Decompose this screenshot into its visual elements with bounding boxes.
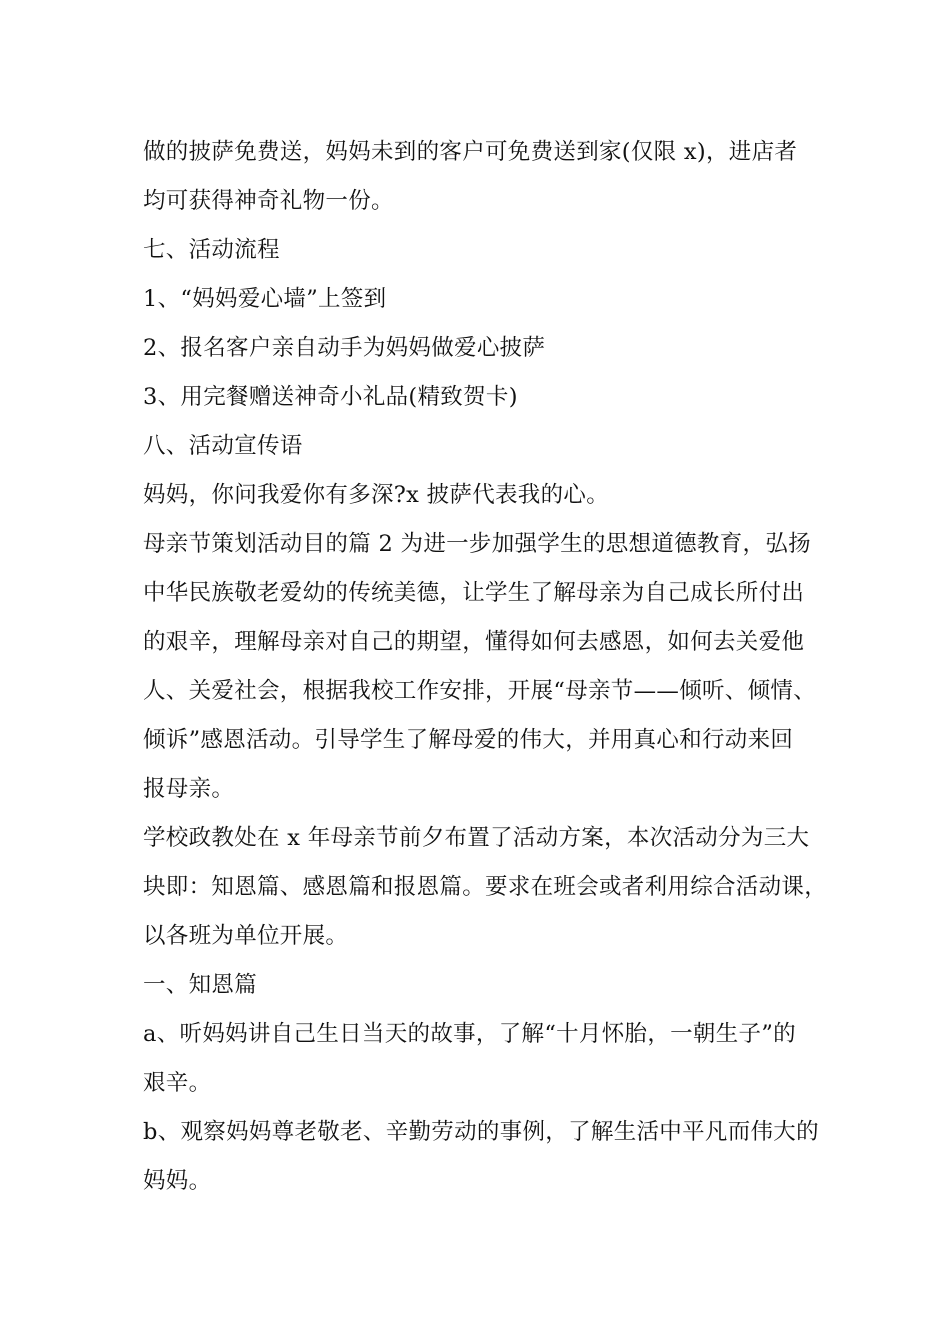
section-heading-activity-flow [143,226,823,275]
text-line: 1、“妈妈爱心墙”上签到 [143,286,387,312]
text-line: a、听妈妈讲自己生日当天的故事，了解“十月怀胎，一朝生子”的 [143,1021,796,1047]
document-body [143,128,828,1206]
section-heading-know-gratitude [143,961,823,1010]
text-line: 妈妈，你问我爱你有多深?x 披萨代表我的心。 [143,482,610,508]
text-line: 母亲节策划活动目的篇 2 为进一步加强学生的思想道德教育，弘扬 [143,531,811,557]
text-line: 人、关爱社会，根据我校工作安排，开展“母亲节——倾听、倾情、 [143,678,817,704]
text-line: 一、知恩篇 [143,972,258,998]
text-line: 3、用完餐赠送神奇小礼品(精致贺卡) [143,384,518,410]
list-item-a [143,1010,823,1108]
text-line: 以各班为单位开展。 [143,923,349,949]
text-line: 2、报名客户亲自动手为妈妈做爱心披萨 [143,335,546,361]
section-heading-slogan [143,422,823,471]
slogan-text [143,471,823,520]
text-line: 中华民族敬老爱幼的传统美德，让学生了解母亲为自己成长所付出 [143,580,805,606]
text-line: 均可获得神奇礼物一份。 [143,188,394,214]
text-line: 块即：知恩篇、感恩篇和报恩篇。要求在班会或者利用综合活动课， [143,874,828,900]
paragraph-plan [143,814,828,961]
list-item-b [143,1108,823,1206]
paragraph-purpose [143,520,823,814]
text-line: 艰辛。 [143,1070,212,1096]
text-line: 的艰辛，理解母亲对自己的期望，懂得如何去感恩，如何去关爱他 [143,629,805,655]
list-item [143,275,823,324]
list-item [143,324,823,373]
text-line: 学校政教处在 x 年母亲节前夕布置了活动方案，本次活动分为三大 [143,825,810,851]
text-line: 七、活动流程 [143,237,280,263]
paragraph-1 [143,128,823,226]
list-item [143,373,823,422]
text-line: 妈妈。 [143,1168,212,1194]
text-line: 做的披萨免费送，妈妈未到的客户可免费送到家(仅限 x)，进店者 [143,139,798,165]
text-line: 报母亲。 [143,776,235,802]
text-line: 倾诉”感恩活动。引导学生了解母爱的伟大，并用真心和行动来回 [143,727,794,753]
text-line: 八、活动宣传语 [143,433,303,459]
text-line: b、观察妈妈尊老敬老、辛勤劳动的事例，了解生活中平凡而伟大的 [143,1119,819,1145]
